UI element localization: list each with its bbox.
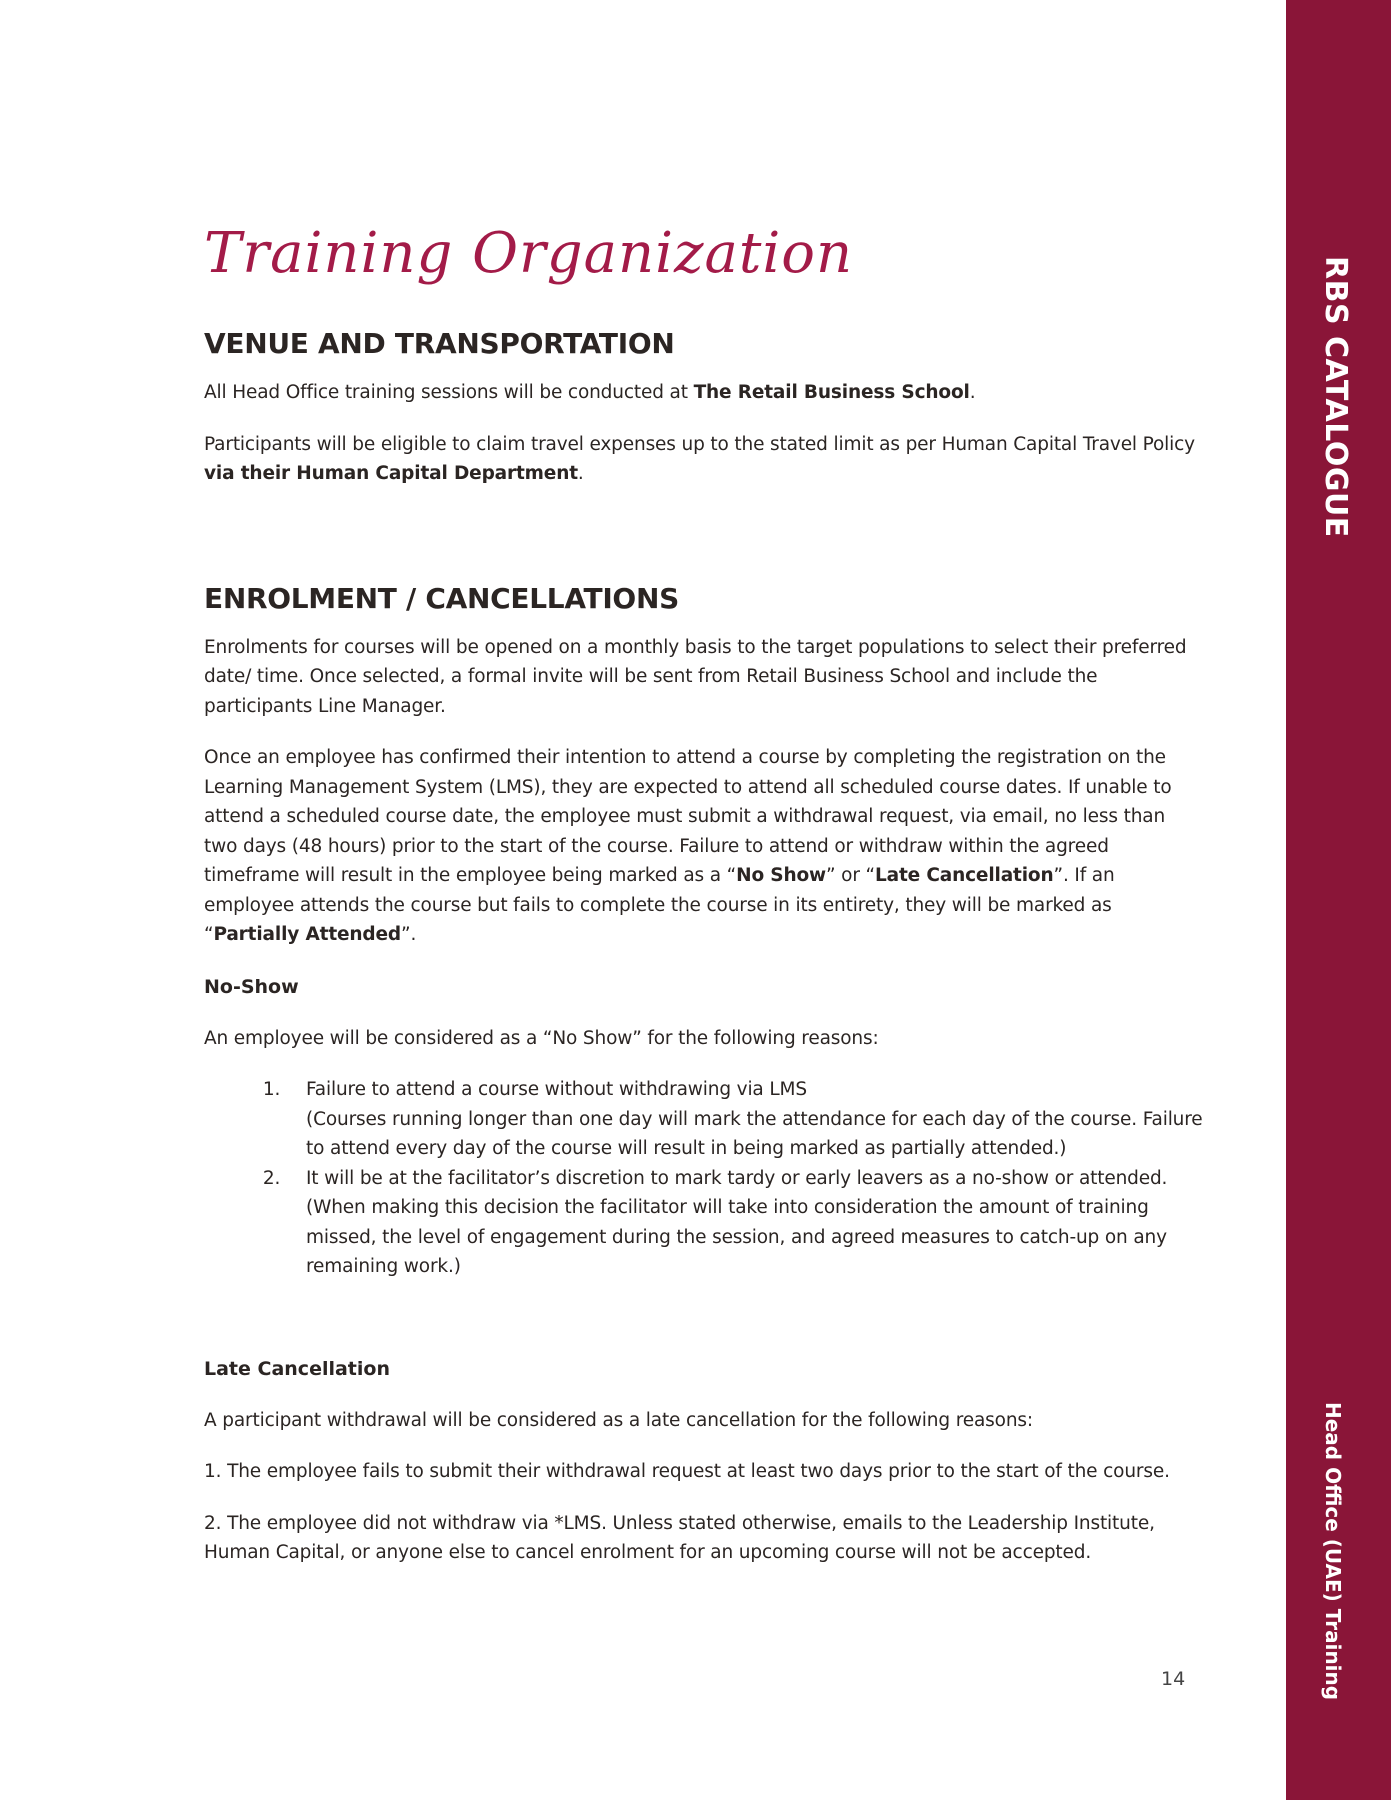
venue-hc-department: via their Human Capital Department <box>204 463 578 484</box>
no-show-term: No Show <box>736 865 827 886</box>
enrolment-p2-end: ”. <box>401 924 417 945</box>
venue-paragraph-1 <box>204 378 1204 408</box>
no-show-intro: An employee will be considered as a “No Show” for the following reasons: <box>204 1027 879 1049</box>
late-cancellation-reason-2: 2. The employee did not withdraw via *LMS. Unless stated otherwise, emails to the Leadership Institute, Human Capital, or anyone else to cancel enrolment for an upcoming course will not be accepted. <box>204 1512 1155 1563</box>
venue-school-name: The Retail Business School <box>693 382 970 403</box>
enrolment-paragraph-1: Enrolments for courses will be opened on a monthly basis to the target populations to select their preferred date/ time. Once selected, a formal invite will be sent from Retail Business School and include the participants Line Manager. <box>204 636 1187 717</box>
partially-attended-term: Partially Attended <box>213 924 402 945</box>
list-item-note: (When making this decision the facilitator will take into consideration the amount of training missed, the level of engagement during the session, and agreed measures to catch-up on any remaining work.) <box>306 1197 1167 1277</box>
list-item-main: 2. It will be at the facilitator’s discretion to mark tardy or early leavers as a no-show or attended. <box>306 1167 1168 1189</box>
list-item-note: (Courses running longer than one day will mark the attendance for each day of the course. Failure to attend every day of the course will result in being marked as partially attended.) <box>306 1108 1203 1159</box>
late-cancellation-term: Late Cancellation <box>874 865 1054 886</box>
venue-p1-end: . <box>969 382 976 403</box>
page-content <box>204 214 1204 1590</box>
enrolment-p2-text-2: ”. If an employee attends the course but fails to complete the course in its entirety, they will be marked as “ <box>204 865 1115 945</box>
section-label: Head Office (UAE) Training <box>1321 1402 1345 1701</box>
enrolment-p2-join: ” or “ <box>826 865 875 886</box>
enrolment-paragraph-2 <box>204 743 1204 950</box>
venue-heading: VENUE AND TRANSPORTATION <box>204 327 675 360</box>
venue-p2-text: Participants will be eligible to claim travel expenses up to the stated limit as per Human Capital Travel Policy <box>204 433 1195 455</box>
late-cancellation-intro: A participant withdrawal will be considered as a late cancellation for the following reasons: <box>204 1409 1033 1431</box>
no-show-heading: No-Show <box>204 975 299 998</box>
enrolment-heading: ENROLMENT / CANCELLATIONS <box>204 581 679 615</box>
page-title: Training Organization <box>204 221 854 286</box>
catalogue-label: RBS CATALOGUE <box>1318 256 1353 538</box>
page-number: 14 <box>1161 1668 1186 1690</box>
venue-p2-end: . <box>577 463 584 484</box>
late-cancellation-heading: Late Cancellation <box>204 1357 390 1380</box>
venue-p1-text: All Head Office training sessions will be conducted at <box>204 382 694 403</box>
list-item <box>286 1164 1204 1282</box>
late-cancellation-reason-1: 1. The employee fails to submit their withdrawal request at least two days prior to the start of the course. <box>204 1461 1170 1482</box>
enrolment-p2-text: Once an employee has confirmed their intention to attend a course by completing the registration on the Learning Management System (LMS), they are expected to attend all scheduled course dates. If unable to attend a scheduled course date, the employee must submit a withdrawal request, via email, no less than two days (48 hours) prior to the start of the course. Failure to attend or withdraw within the agreed timeframe will result in the employee being marked as a “ <box>204 747 1172 886</box>
venue-paragraph-2 <box>204 430 1204 489</box>
list-item <box>286 1075 1204 1164</box>
list-item-main: 1. Failure to attend a course without withdrawing via LMS <box>306 1079 807 1100</box>
no-show-list <box>204 1075 1204 1282</box>
